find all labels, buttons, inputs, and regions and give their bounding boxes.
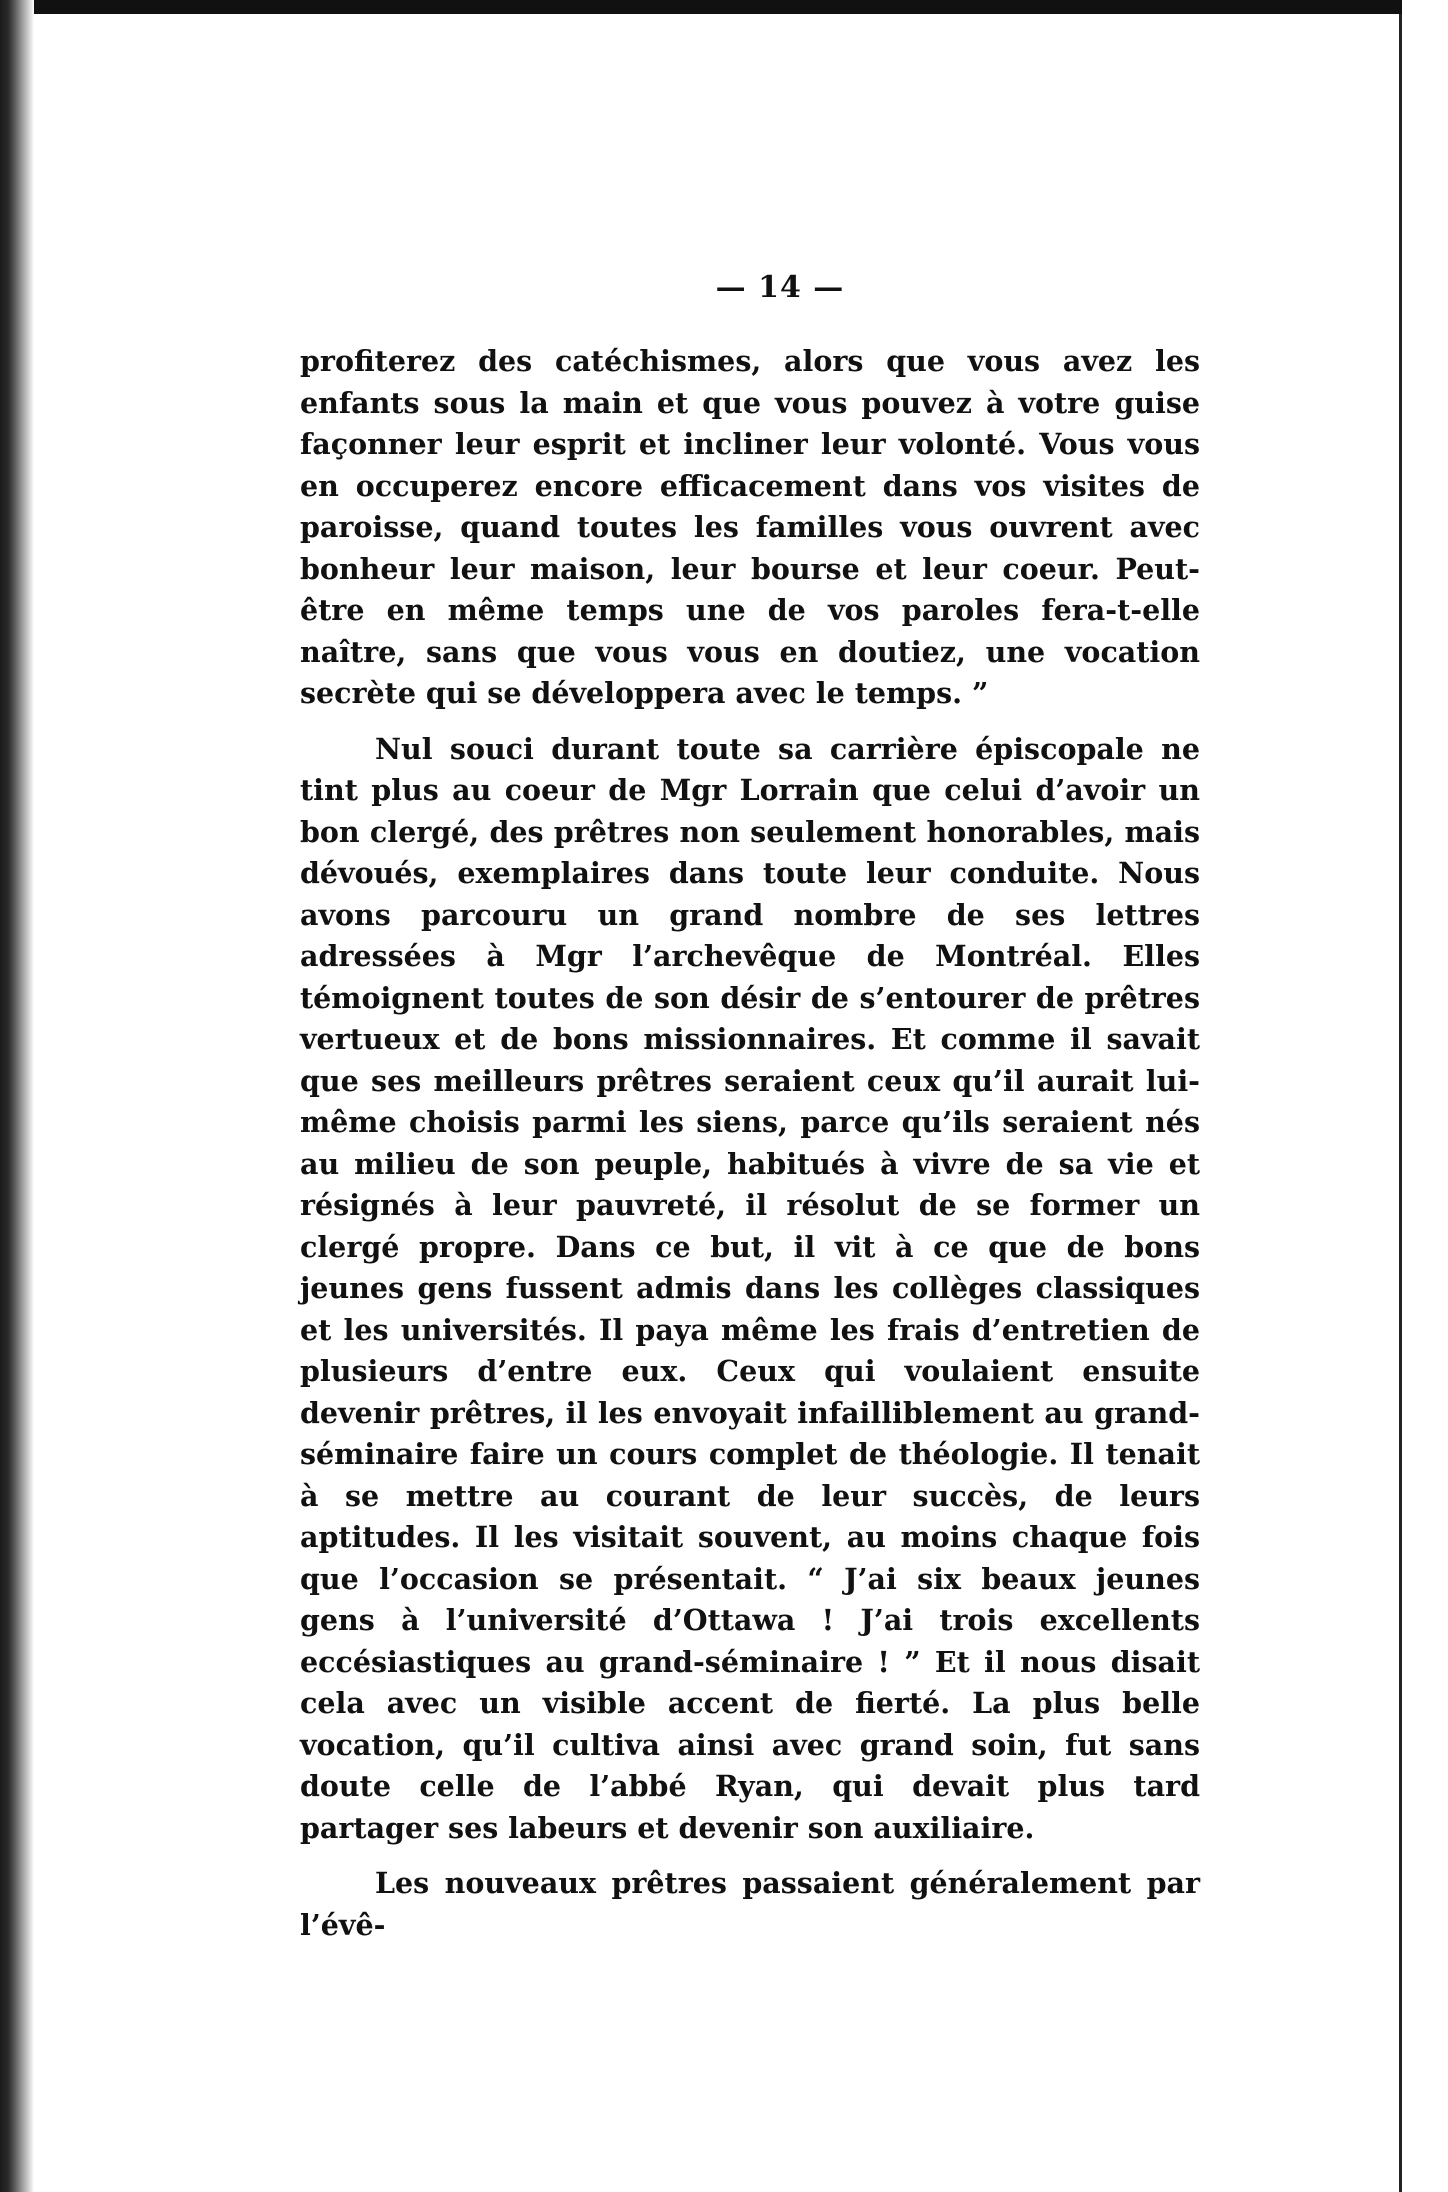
document-page [300, 270, 1200, 1946]
paragraph: Les nouveaux prêtres passaient généralement par l’évê- [300, 1866, 1200, 1942]
scan-right-margin [1402, 0, 1448, 2192]
scan-top-border [0, 0, 1448, 14]
paragraph-continued: profiterez des catéchismes, alors que vous avez les enfants sous la main et que vous pouvez à votre guise façonner leur esprit et incliner leur volonté. Vous vous en occuperez encore efficacement dans vos visites de paroisse, quand toutes les familles vous ouvrent avec bonheur leur maison, leur bourse et leur coeur. Peut-être en même temps une de vos paroles fera-t-elle naître, sans que vous vous en doutiez, une vocation secrète qui se développera avec le temps. ” [300, 344, 1200, 710]
scan-left-border [0, 0, 34, 2192]
page-number: — 14 — [715, 270, 845, 305]
paragraph: Nul souci durant toute sa carrière épiscopale ne tint plus au coeur de Mgr Lorrain que celui d’avoir un bon clergé, des prêtres non seulement honorables, mais dévoués, exemplaires dans toute leur conduite. Nous avons parcouru un grand nombre de ses lettres adressées à Mgr l’archevêque de Montréal. Elles témoignent toutes de son désir de s’entourer de prêtres vertueux et de bons missionnaires. Et comme il savait que ses meilleurs prêtres seraient ceux qu’il aurait lui-même choisis parmi les siens, parce qu’ils seraient nés au milieu de son peuple, habitués à vivre de sa vie et résignés à leur pauvreté, il résolut de se former un clergé propre. Dans ce but, il vit à ce que de bons jeunes gens fussent admis dans les collèges classiques et les universités. Il paya même les frais d’entretien de plusieurs d’entre eux. Ceux qui voulaient ensuite devenir prêtres, il les envoyait infailliblement au grand-séminaire faire un cours complet de théologie. Il tenait à se mettre au courant de leur succès, de leurs aptitudes. Il les visitait souvent, au moins chaque fois que l’occasion se présentait. “ J’ai six beaux jeunes gens à l’université d’Ottawa ! J’ai trois excellents eccésiastiques au grand-séminaire ! ” Et il nous disait cela avec un visible accent de fierté. La plus belle vocation, qu’il cultiva ainsi avec grand soin, fut sans doute celle de l’abbé Ryan, qui devait plus tard partager ses labeurs et devenir son auxiliaire. [300, 731, 1200, 1845]
